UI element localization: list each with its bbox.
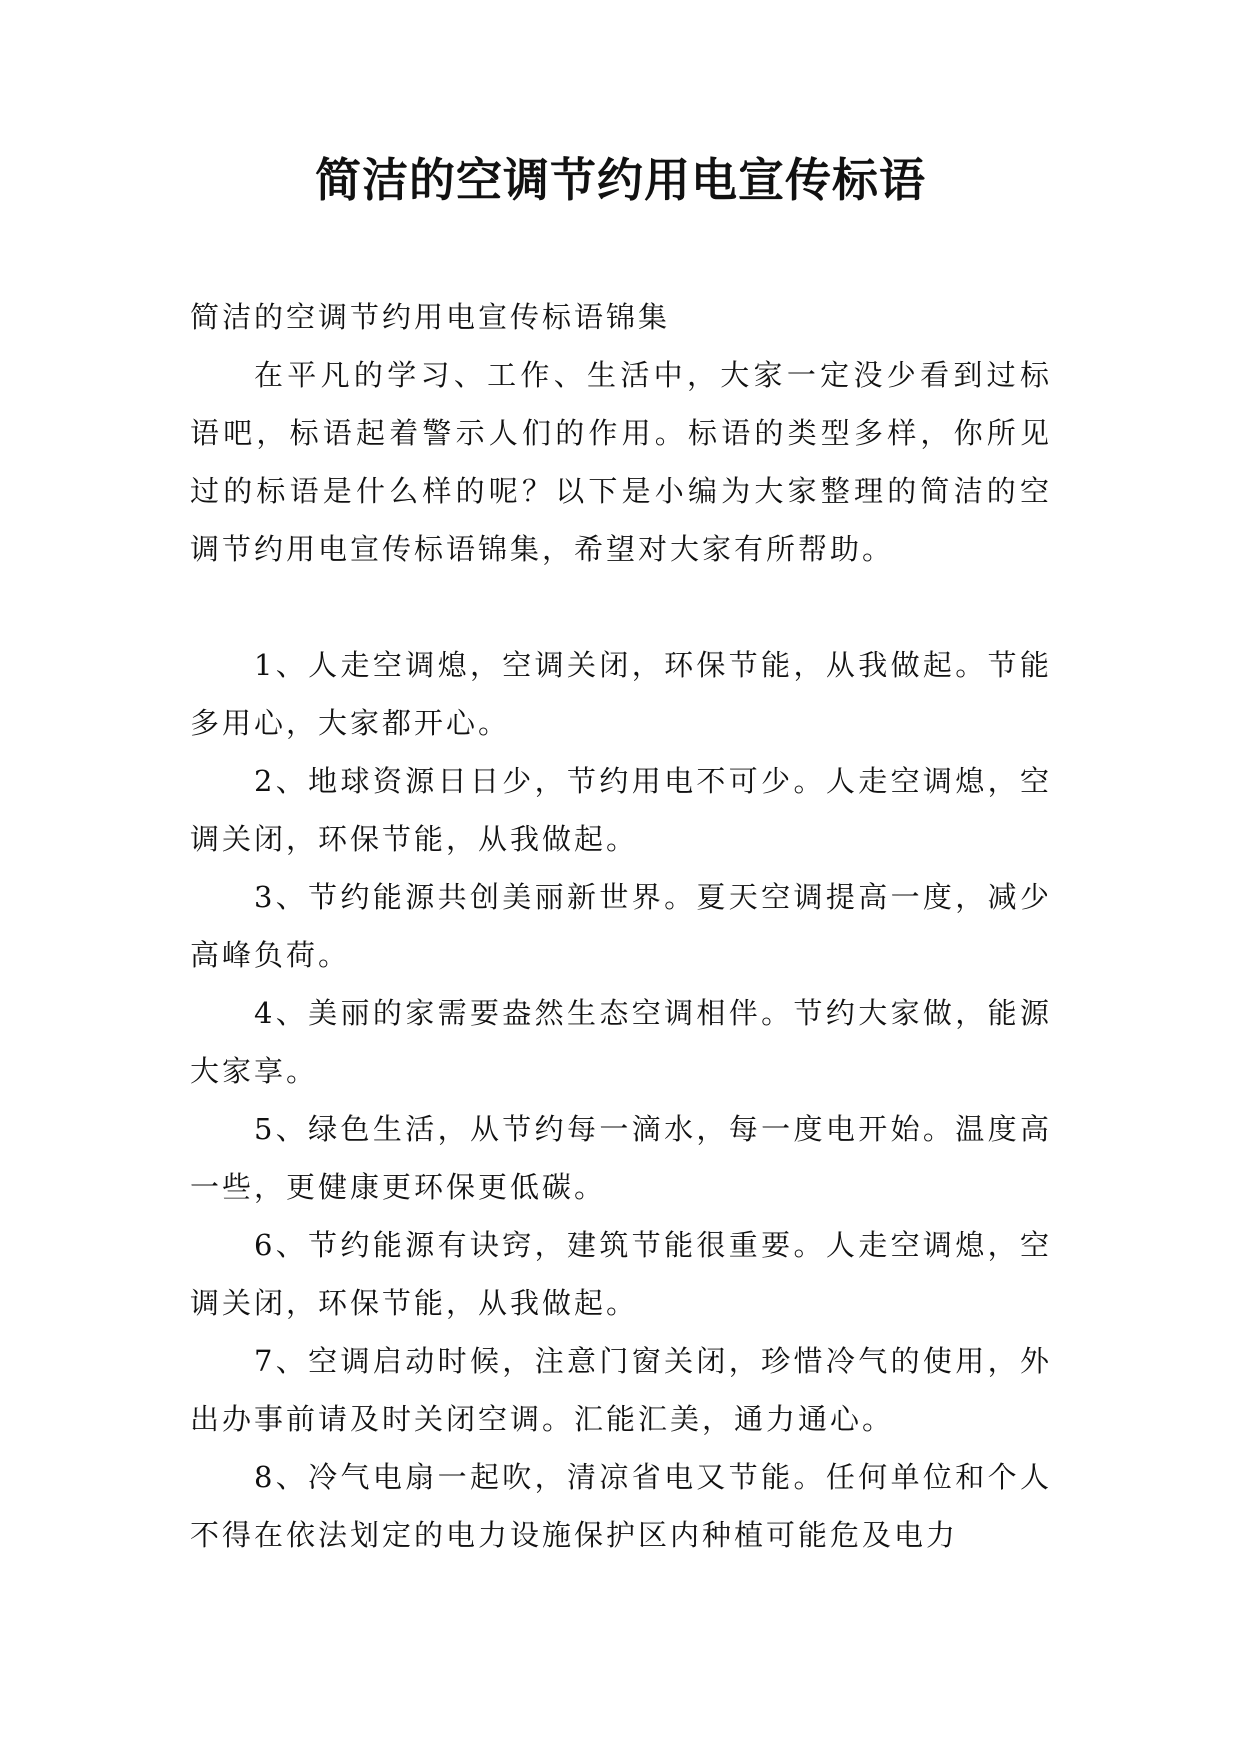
document-subtitle: 简洁的空调节约用电宣传标语锦集 <box>190 300 671 334</box>
slogan-item-7: 7、空调启动时候，注意门窗关闭，珍惜冷气的使用，外出办事前请及时关闭空调。汇能汇美，通力通心。 <box>190 1344 1052 1436</box>
slogan-item-6: 6、节约能源有诀窍，建筑节能很重要。人走空调熄，空调关闭，环保节能，从我做起。 <box>190 1228 1052 1320</box>
page-title: 简洁的空调节约用电宣传标语 <box>315 153 926 207</box>
slogan-item-5: 5、绿色生活，从节约每一滴水，每一度电开始。温度高一些，更健康更环保更低碳。 <box>190 1112 1052 1204</box>
slogan-list <box>190 636 1052 1564</box>
slogan-item-2: 2、地球资源日日少，节约用电不可少。人走空调熄，空调关闭，环保节能，从我做起。 <box>190 764 1052 856</box>
slogan-item-3: 3、节约能源共创美丽新世界。夏天空调提高一度，减少高峰负荷。 <box>190 880 1052 972</box>
intro-paragraph: 在平凡的学习、工作、生活中，大家一定没少看到过标语吧，标语起着警示人们的作用。标语的类型多样，你所见过的标语是什么样的呢？以下是小编为大家整理的简洁的空调节约用电宣传标语锦集，希望对大家有所帮助。 <box>190 358 1052 566</box>
slogan-item-8: 8、冷气电扇一起吹，清凉省电又节能。任何单位和个人不得在依法划定的电力设施保护区内种植可能危及电力 <box>190 1460 1052 1552</box>
slogan-item-4: 4、美丽的家需要盎然生态空调相伴。节约大家做，能源大家享。 <box>190 996 1052 1088</box>
slogan-item-1: 1、人走空调熄，空调关闭，环保节能，从我做起。节能多用心，大家都开心。 <box>190 648 1052 740</box>
